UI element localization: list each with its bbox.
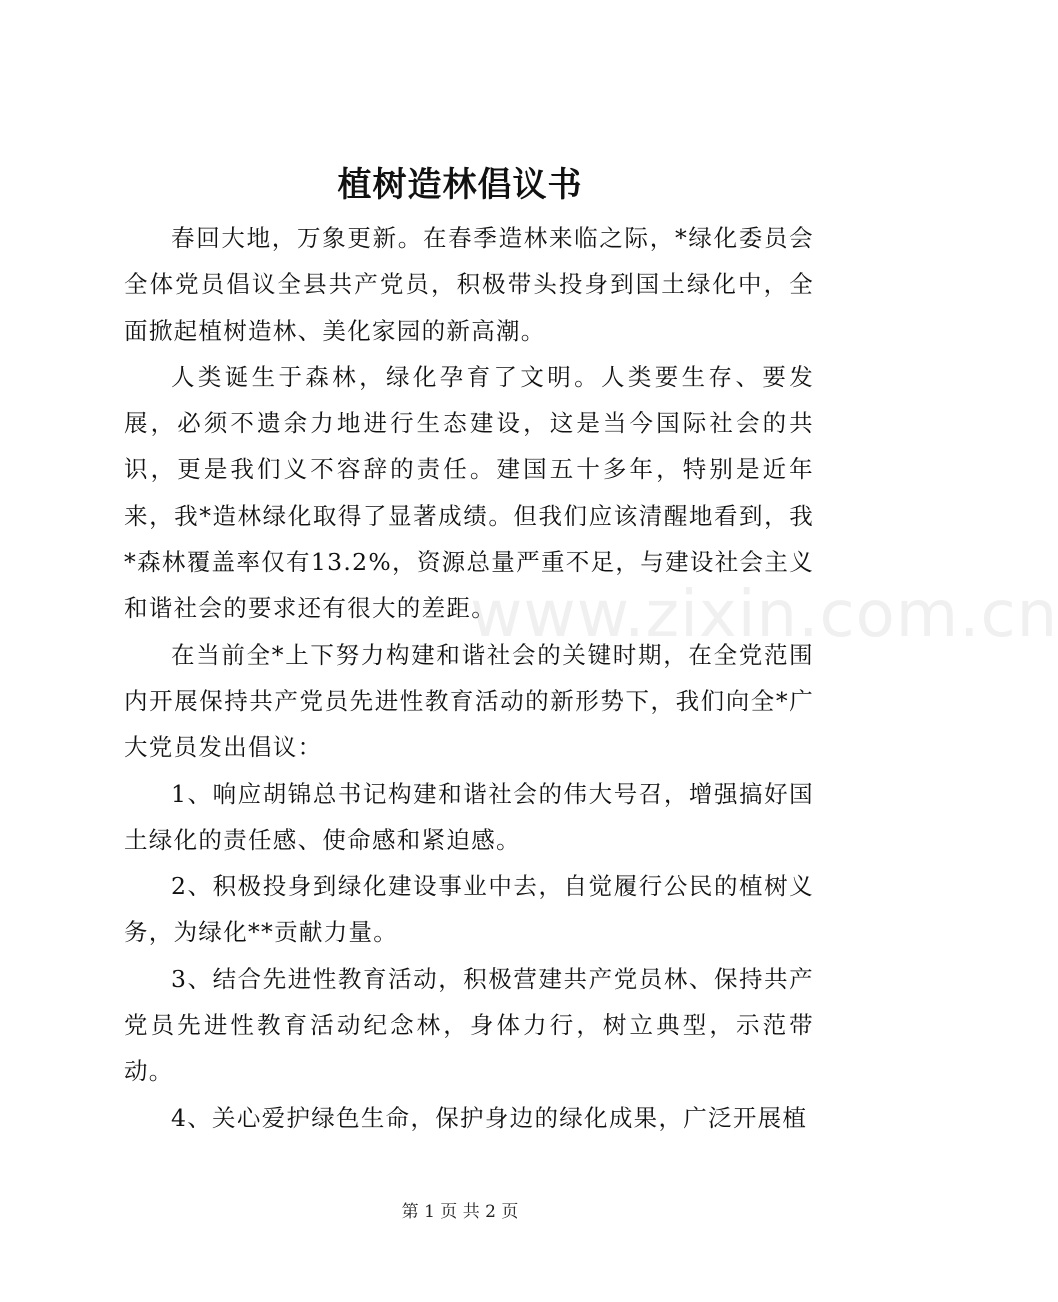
paragraph-7: 4、关心爱护绿色生命，保护身边的绿化成果，广泛开展植	[171, 1103, 808, 1132]
paragraph-6: 3、结合先进性教育活动，积极营建共产党员林、保持共产党员先进性教育活动纪念林，身体力行，树立典型，示范带动。	[124, 964, 814, 1086]
paragraph-3: 在当前全*上下努力构建和谐社会的关键时期，在全党范围内开展保持共产党员先进性教育活动的新形势下，我们向全*广大党员发出倡议：	[124, 640, 814, 762]
document-body	[124, 215, 814, 1141]
page-footer: 第 1 页 共 2 页	[401, 1202, 519, 1222]
paragraph-1: 春回大地，万象更新。在春季造林来临之际，*绿化委员会全体党员倡议全县共产党员，积极带头投身到国土绿化中，全面掀起植树造林、美化家园的新高潮。	[124, 224, 814, 345]
paragraph-5: 2、积极投身到绿化建设事业中去，自觉履行公民的植树义务，为绿化**贡献力量。	[124, 872, 814, 947]
watermark: www.zixin.com.cn	[470, 578, 1058, 652]
paragraph-2: 人类诞生于森林，绿化孕育了文明。人类要生存、要发展，必须不遗余力地进行生态建设，这是当今国际社会的共识，更是我们义不容辞的责任。建国五十多年，特别是近年来，我*造林绿化取得了显著成绩。但我们应该清醒地看到，我*森林覆盖率仅有13.2%，资源总量严重不足，与建设社会主义和谐社会的要求还有很大的差距。	[124, 362, 814, 623]
paragraph-4: 1、响应胡锦总书记构建和谐社会的伟大号召，增强搞好国土绿化的责任感、使命感和紧迫感。	[124, 779, 814, 854]
document-title: 植树造林倡议书	[337, 165, 583, 205]
